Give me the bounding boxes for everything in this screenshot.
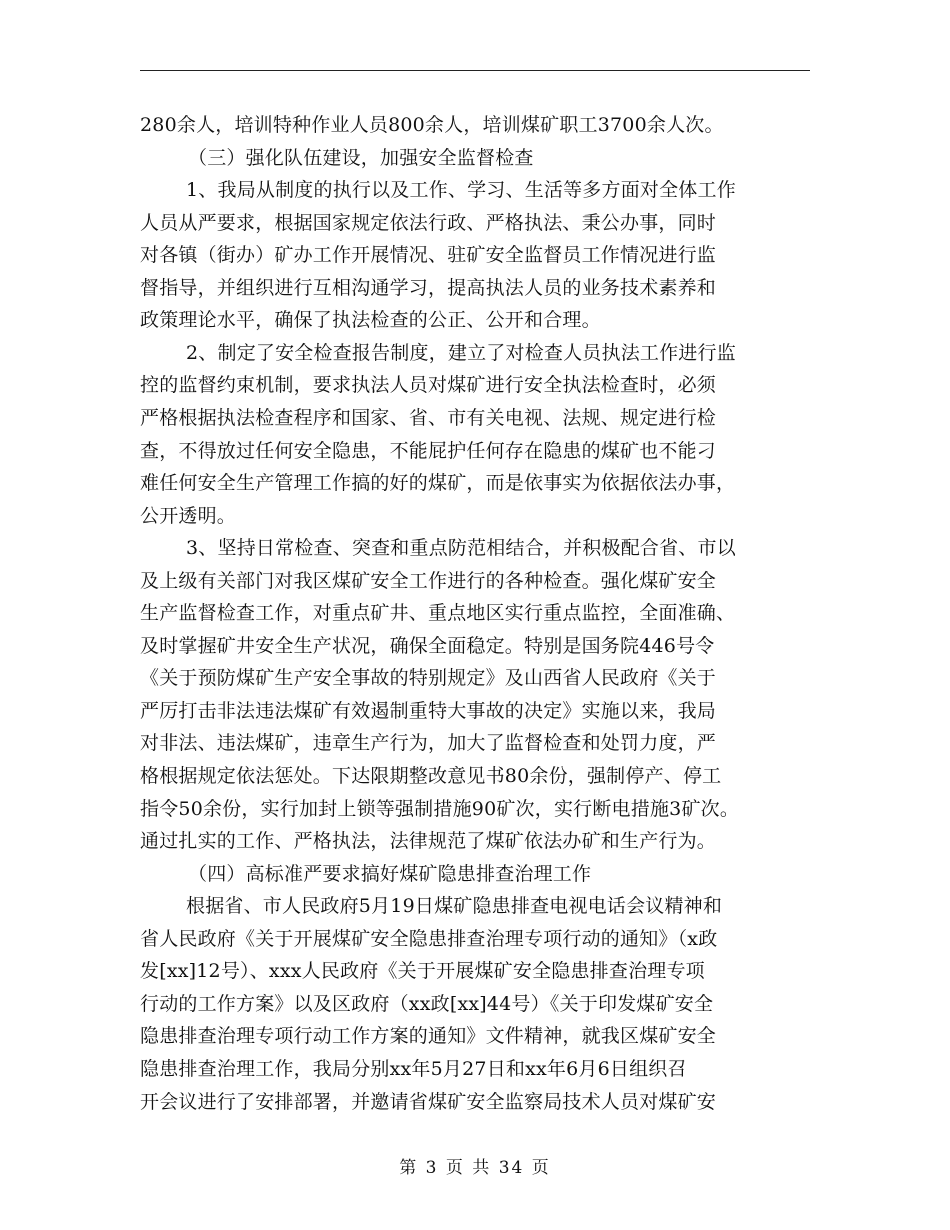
text-line: 指令50余份，实行加封上锁等强制措施90矿次，实行断电措施3矿次。: [140, 797, 740, 820]
text-line: 1、我局从制度的执行以及工作、学习、生活等多方面对全体工作: [186, 179, 736, 202]
text-line: 查，不得放过任何安全隐患，不能屁护任何存在隐患的煤矿也不能刁: [140, 439, 717, 462]
text-line: 生产监督检查工作，对重点矿井、重点地区实行重点监控，全面准确、: [140, 602, 736, 625]
text-line: 280余人，培训特种作业人员800余人，培训煤矿职工3700余人次。: [140, 114, 724, 136]
text-line: 格根据规定依法惩处。下达限期整改意见书80余份，强制停产、停工: [140, 765, 722, 787]
text-line: 难任何安全生产管理工作搞的好的煤矿，而是依事实为依据依法办事，: [140, 472, 736, 495]
text-line: 对非法、违法煤矿，违章生产行为，加大了监督检查和处罚力度，严: [140, 732, 717, 755]
text-line: 控的监督约束机制，要求执法人员对煤矿进行安全执法检查时，必须: [140, 374, 717, 397]
text-line: 开会议进行了安排部署，并邀请省煤矿安全监察局技术人员对煤矿安: [140, 1090, 717, 1113]
text-line: 公开透明。: [140, 504, 237, 527]
text-line: 通过扎实的工作、严格执法，法律规范了煤矿依法办矿和生产行为。: [140, 830, 717, 853]
text-line: 隐患排查治理专项行动工作方案的通知》文件精神，就我区煤矿安全: [140, 1025, 717, 1048]
header-rule: [140, 70, 810, 71]
text-line: 及上级有关部门对我区煤矿安全工作进行的各种检查。强化煤矿安全: [140, 569, 717, 592]
text-line: 政策理论水平，确保了执法检查的公正、公开和合理。: [140, 309, 601, 332]
text-line: 人员从严要求，根据国家规定依法行政、严格执法、秉公办事，同时: [140, 211, 717, 234]
text-line: 《关于预防煤矿生产安全事故的特别规定》及山西省人民政府《关于: [140, 667, 717, 690]
text-line: 隐患排查治理工作，我局分别xx年5月27日和xx年6月6日组织召: [140, 1057, 687, 1080]
text-line: 发[xx]12号）、xxx人民政府《关于开展煤矿安全隐患排查治理专项: [140, 960, 705, 983]
text-line: （四）高标准严要求搞好煤矿隐患排查治理工作: [188, 862, 592, 885]
text-line: 3、坚持日常检查、突查和重点防范相结合，并积极配合省、市以: [186, 537, 736, 560]
text-line: 对各镇（街办）矿办工作开展情况、驻矿安全监督员工作情况进行监: [140, 244, 717, 267]
text-line: 督指导，并组织进行互相沟通学习，提高执法人员的业务技术素养和: [140, 276, 717, 299]
text-line: 及时掌握矿井安全生产状况，确保全面稳定。特别是国务院446号令: [140, 634, 715, 657]
text-line: 严厉打击非法违法煤矿有效遏制重特大事故的决定》实施以来，我局: [140, 699, 717, 722]
text-line: 行动的工作方案》以及区政府（xx政[xx]44号）《关于印发煤矿安全: [140, 992, 714, 1015]
text-line: 严格根据执法检查程序和国家、省、市有关电视、法规、规定进行检: [140, 406, 717, 429]
page-footer: 第 3 页 共 34 页: [399, 1158, 551, 1178]
text-line: 2、制定了安全检查报告制度，建立了对检查人员执法工作进行监: [186, 341, 736, 364]
text-line: （三）强化队伍建设，加强安全监督检查: [188, 146, 534, 169]
text-line: 省人民政府《关于开展煤矿安全隐患排查治理专项行动的通知》（x政: [140, 927, 718, 950]
text-line: 根据省、市人民政府5月19日煤矿隐患排查电视电话会议精神和: [186, 895, 723, 918]
